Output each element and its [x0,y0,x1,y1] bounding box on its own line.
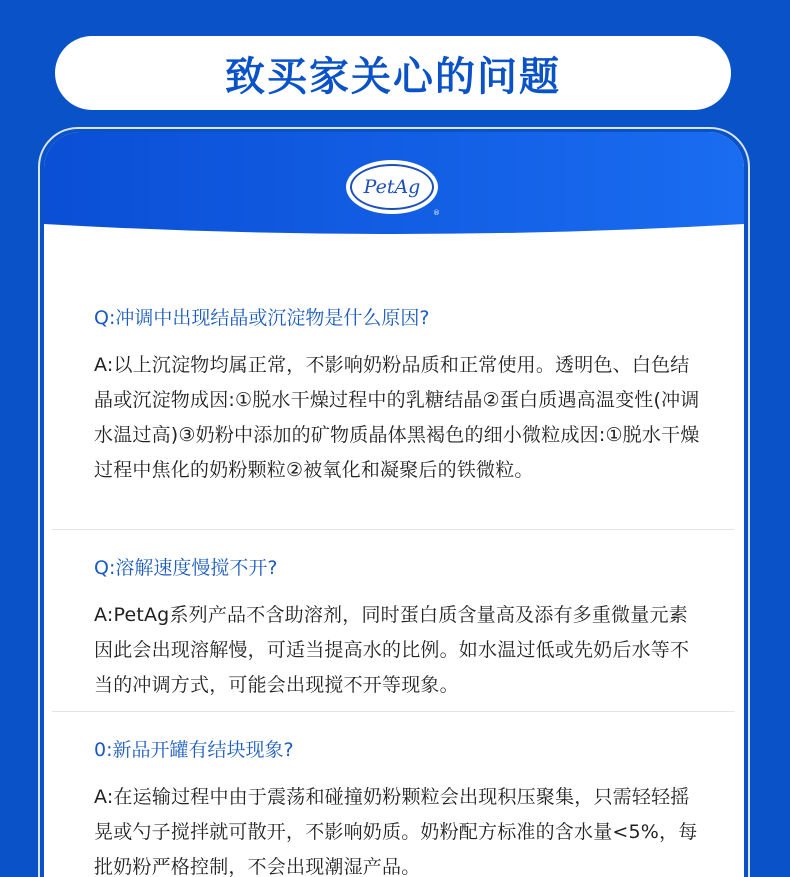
page-title: 致买家关心的问题 [225,53,561,100]
faq-answer: A:以上沉淀物均属正常，不影响奶粉品质和正常使用。透明色、白色结晶或沉淀物成因:①脱水干燥过程中的乳糖结晶②蛋白质遇高温变性(冲调水温过高)③奶粉中添加的矿物质晶体黑褐色的细小微粒成因:①脱水干燥过程中焦化的奶粉颗粒②被氧化和凝聚后的铁微粒。 [94,354,700,481]
divider [52,711,734,712]
faq-answer: A:PetAg系列产品不含助溶剂，同时蛋白质含量高及添有多重微量元素因此会出现溶解慢，可适当提高水的比例。如水温过低或先奶后水等不当的冲调方式，可能会出现搅不开等现象。 [94,604,690,696]
faq-question: 0:新品开罐有结块现象? [94,739,294,761]
petag-logo [346,160,444,218]
faq-question: Q:溶解速度慢搅不开? [94,557,278,579]
logo-text: PetAg [363,176,421,198]
title-banner [55,36,731,110]
card-header [44,132,744,242]
faq-answer: A:在运输过程中由于震荡和碰撞奶粉颗粒会出现积压聚集，只需轻轻摇晃或勺子搅拌就可散开，不影响奶质。奶粉配方标准的含水量<5%，每批奶粉严格控制，不会出现潮湿产品。 [94,786,698,877]
faq-item [52,554,702,703]
faq-item [52,736,702,877]
faq-question: Q:冲调中出现结晶或沉淀物是什么原因? [94,307,430,329]
divider [52,529,734,530]
registered-mark: ® [433,209,440,217]
faq-item [52,304,702,488]
